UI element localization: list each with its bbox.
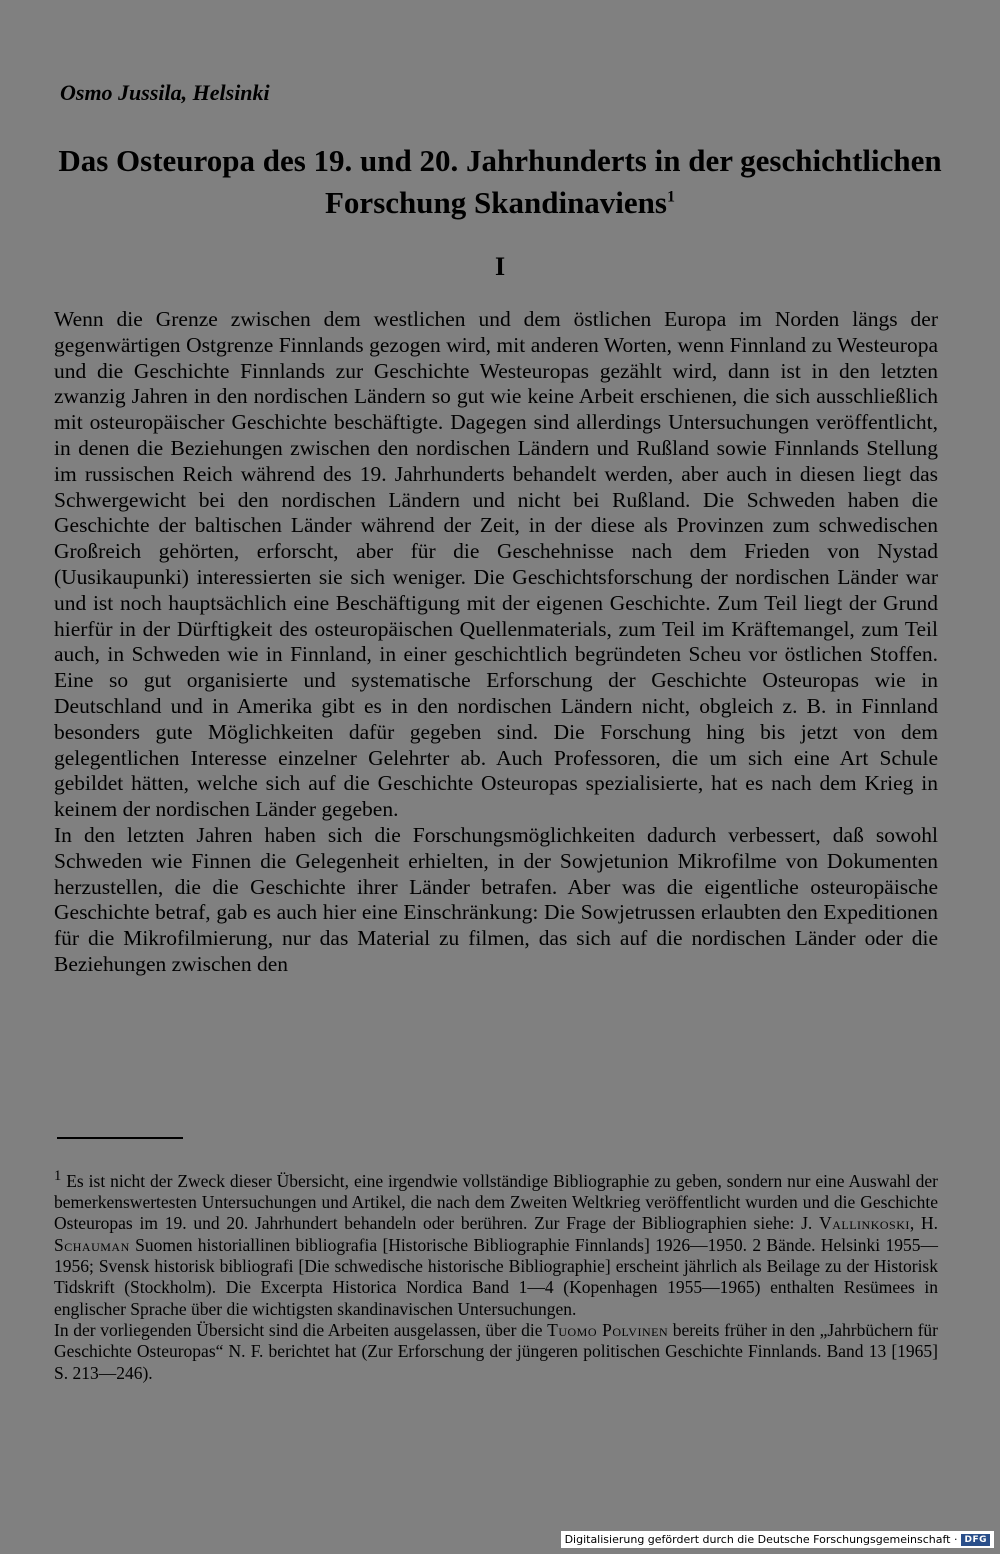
body-paragraph: In den letzten Jahren haben sich die Forschungsmöglichkeiten dadurch verbessert, daß sowohl Schweden wie Finnen die Gelegenheit erhielten, in der Sowjetunion Mikrofilme von Dokumenten herzustellen, die die Geschichte ihrer Länder betrafen. Aber was die eigentliche osteuropäische Geschichte betraf, gab es auch hier eine Einschränkung: Die Sowjetrussen erlaubten den Expeditionen für die Mikrofilmierung, nur das Material zu filmen, das sich auf die nordischen Länder oder die Beziehungen zwischen den bbox=[54, 822, 938, 976]
footnote-divider bbox=[57, 1137, 183, 1139]
title-footnote-marker[interactable]: 1 bbox=[666, 188, 675, 206]
footnote-text: Suomen historiallinen bibliografia [Historische Bibliographie Finnlands] 1926—1950. 2 Bände. Helsinki 1955—1956; Svensk historisk bibliografi [Die schwedische historische Bibliographie] erscheint jährlich als Beilage zu der Historisk Tidskrift (Stockholm). Die Excerpta Historica Nordica Band 1—4 (Kopenhagen 1955—1965) enthalten Resümees in englischer Sprache über die wichtigsten skandinavischen Untersuchungen. bbox=[54, 1234, 939, 1319]
author-name: Schauman bbox=[54, 1234, 130, 1255]
footnote-text: , H. bbox=[909, 1213, 938, 1234]
article-title-text: Das Osteuropa des 19. und 20. Jahrhunderts in der geschichtlichen Forschung Skandinaviens bbox=[58, 143, 942, 220]
footnote-text: In der vorliegenden Übersicht sind die Arbeiten ausgelassen, über die bbox=[54, 1319, 543, 1340]
author-name: Tuomo Polvinen bbox=[547, 1319, 669, 1340]
dfg-logo-icon: DFG bbox=[961, 1534, 990, 1546]
article-title bbox=[40, 140, 960, 224]
footnote-1 bbox=[54, 1166, 938, 1320]
section-heading: I bbox=[494, 252, 506, 281]
digitization-credit bbox=[561, 1531, 994, 1548]
footnote-text: bereits früher in den „Jahrbüchern für Geschichte Osteuropas“ N. F. berichtet hat (Zur Erforschung der jüngeren politischen Geschichte Finnlands. Band 13 [1965] S. 213—246). bbox=[54, 1319, 939, 1383]
credit-text: Digitalisierung gefördert durch die Deutsche Forschungsgemeinschaft · bbox=[564, 1533, 958, 1546]
footnote-marker: 1 bbox=[54, 1168, 62, 1184]
author-name: Vallinkoski bbox=[819, 1213, 910, 1234]
footnote-text: Es ist nicht der Zweck dieser Übersicht, eine irgendwie vollständige Bibliographie zu geben, sondern nur eine Auswahl der bemerkenswertesten Untersuchungen und Artikel, die nach dem Zweiten Weltkrieg veröffentlicht wurden und die Geschichte Osteuropas im 19. und 20. Jahrhundert behandeln oder berühren. Zur Frage der Bibliographien siehe: J. bbox=[54, 1170, 938, 1234]
footnotes bbox=[54, 1166, 938, 1384]
body-paragraph: Wenn die Grenze zwischen dem westlichen und dem östlichen Europa im Norden längs der gegenwärtigen Ostgrenze Finnlands gezogen wird, mit anderen Worten, wenn Finnland zu Westeuropa und die Geschichte Finnlands zur Geschichte Westeuropas gezählt wird, dann ist in den letzten zwanzig Jahren in den nordischen Ländern so gut wie keine Arbeit erschienen, die sich ausschließlich mit osteuropäischer Geschichte beschäftigte. Dagegen sind allerdings Untersuchungen veröffentlicht, in denen die Beziehungen zwischen den nordischen Ländern und Rußland sowie Finnlands Stellung im russischen Reich während des 19. Jahrhunderts behandelt werden, aber auch in diesen liegt das Schwergewicht bei den nordischen Ländern und nicht bei Rußland. Die Schweden haben die Geschichte der baltischen Länder während der Zeit, in der diese als Provinzen zum schwedischen Großreich gehörten, erforscht, aber für die Geschehnisse nach dem Frieden von Nystad (Uusikaupunki) interessierten sie sich weniger. Die Geschichtsforschung der nordischen Länder war und ist noch hauptsächlich eine Beschäftigung mit der eigenen Geschichte. Zum Teil liegt der Grund hierfür in der Dürftigkeit des osteuropäischen Quellenmaterials, zum Teil im Kräftemangel, zum Teil auch, in Schweden wie in Finnland, in einer geschichtlich begründeten Scheu vor östlichen Stoffen. Eine so gut organisierte und systematische Erforschung der Geschichte Osteuropas wie in Deutschland und in Amerika gibt es in den nordischen Ländern nicht, obgleich z. B. in Finnland besonders gute Möglichkeiten dafür gegeben sind. Die Forschung hing bis jetzt von dem gelegentlichen Interesse einzelner Gelehrter ab. Auch Professoren, die um sich eine Art Schule gebildet hätten, welche sich auf die Geschichte Osteuropas spezialisierte, hat es nach dem Krieg in keinem der nordischen Länder gegeben. bbox=[54, 307, 938, 822]
article-body bbox=[54, 307, 938, 978]
footnote-1-continued bbox=[54, 1320, 938, 1384]
author-line: Osmo Jussila, Helsinki bbox=[60, 80, 270, 105]
